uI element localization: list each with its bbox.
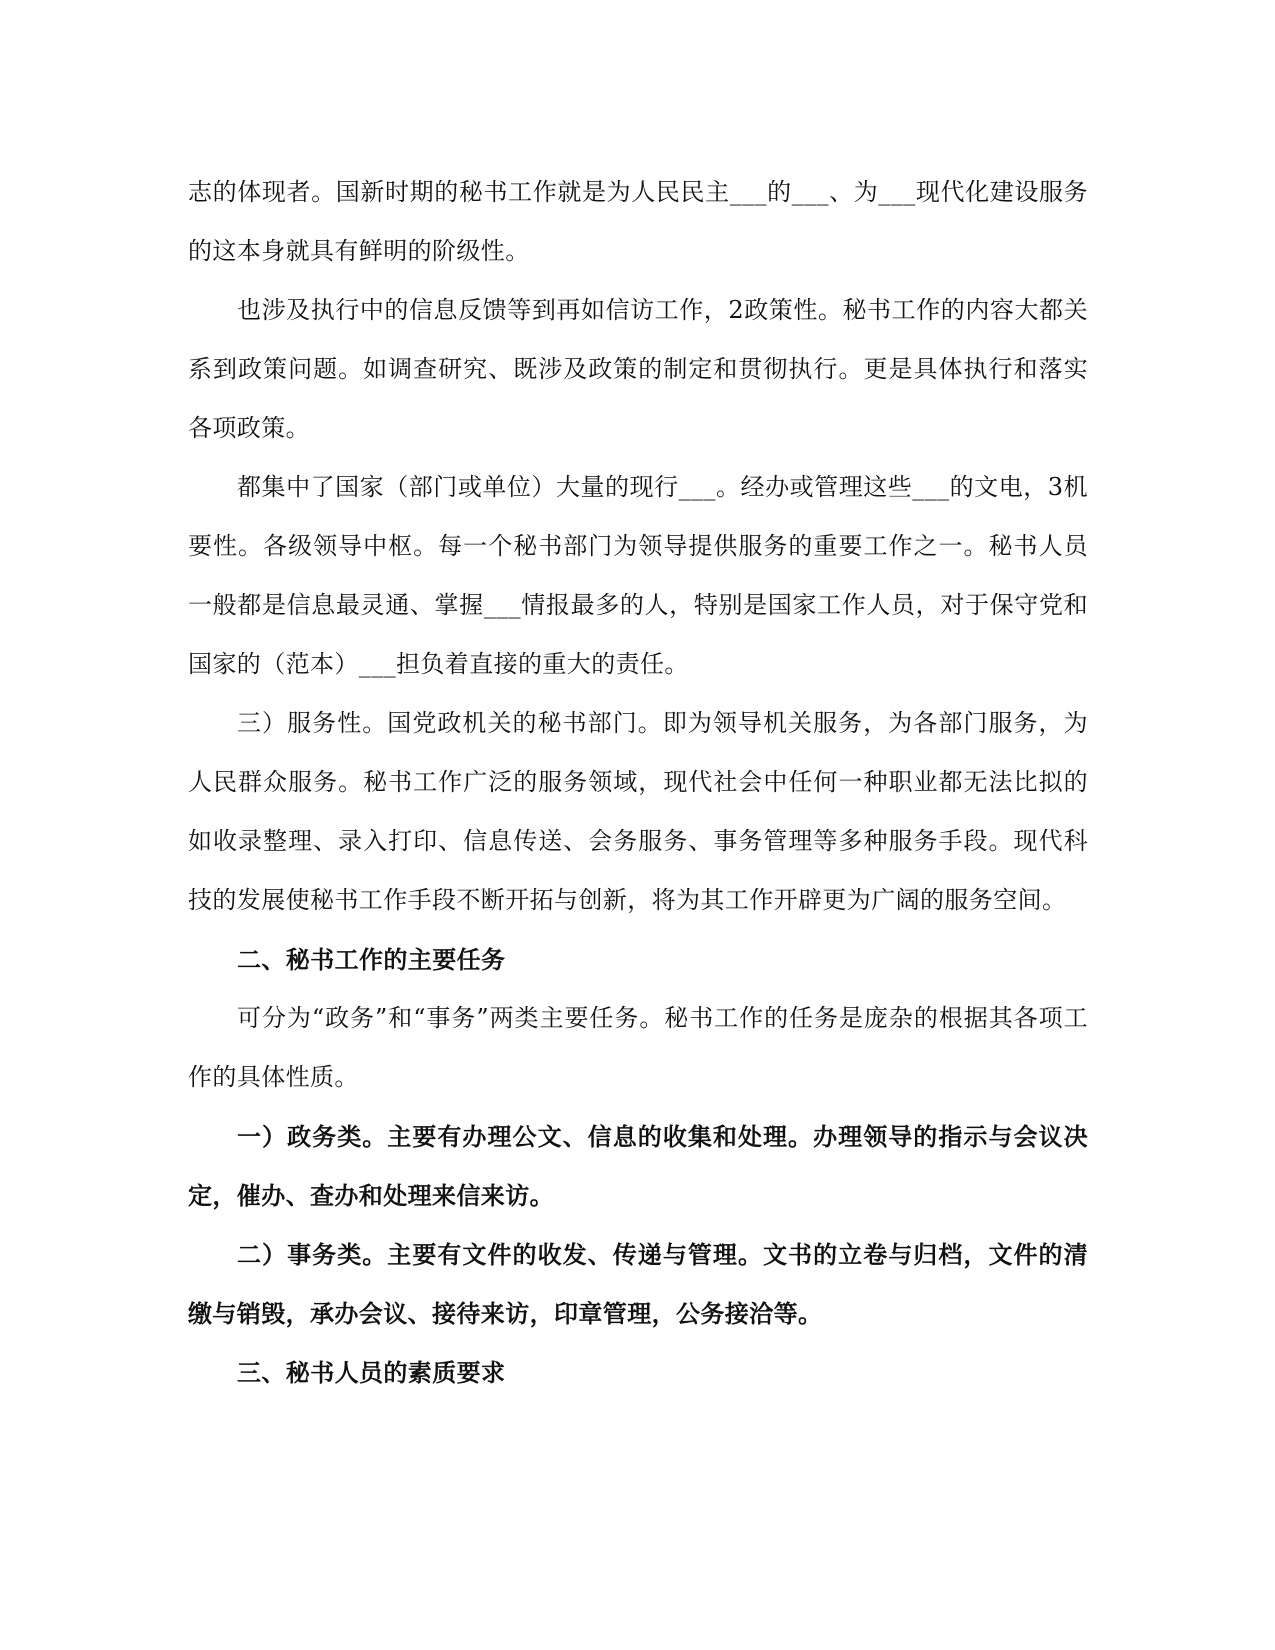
heading-main-tasks: 二、秘书工作的主要任务: [237, 945, 506, 974]
paragraph-class-nature-end: 志的体现者。国新时期的秘书工作就是为人民民主___的___、为___现代化建设服务的这本身就具有鲜明的阶级性。: [188, 178, 1088, 265]
paragraph-policy-nature: 也涉及执行中的信息反馈等到再如信访工作，2政策性。秘书工作的内容大都关系到政策问题。如调查研究、既涉及政策的制定和贯彻执行。更是具体执行和落实各项政策。: [188, 296, 1088, 442]
paragraph-service-nature: 三）服务性。国党政机关的秘书部门。即为领导机关服务，为各部门服务，为人民群众服务。秘书工作广泛的服务领域，现代社会中任何一种职业都无法比拟的如收录整理、录入打印、信息传送、会务服务、事务管理等多种服务手段。现代科技的发展使秘书工作手段不断开拓与创新，将为其工作开辟更为广阔的服务空间。: [188, 709, 1088, 914]
paragraph-confidential-nature: 都集中了国家（部门或单位）大量的现行___。经办或管理这些___的文电，3机要性。各级领导中枢。每一个秘书部门为领导提供服务的重要工作之一。秘书人员一般都是信息最灵通、掌握___情报最多的人，特别是国家工作人员，对于保守党和国家的（范本）___担负着直接的重大的责任。: [188, 473, 1088, 678]
heading-quality-requirements: 三、秘书人员的素质要求: [237, 1358, 506, 1387]
paragraph-task-categories: 可分为“政务”和“事务”两类主要任务。秘书工作的任务是庞杂的根据其各项工作的具体性质。: [188, 1004, 1088, 1091]
document-body: [188, 163, 1088, 1402]
paragraph-government-affairs: 一）政务类。主要有办理公文、信息的收集和处理。办理领导的指示与会议决定，催办、查办和处理来信来访。: [188, 1122, 1088, 1210]
paragraph-administrative-affairs: 二）事务类。主要有文件的收发、传递与管理。文书的立卷与归档，文件的清缴与销毁，承办会议、接待来访，印章管理，公务接洽等。: [188, 1240, 1088, 1328]
